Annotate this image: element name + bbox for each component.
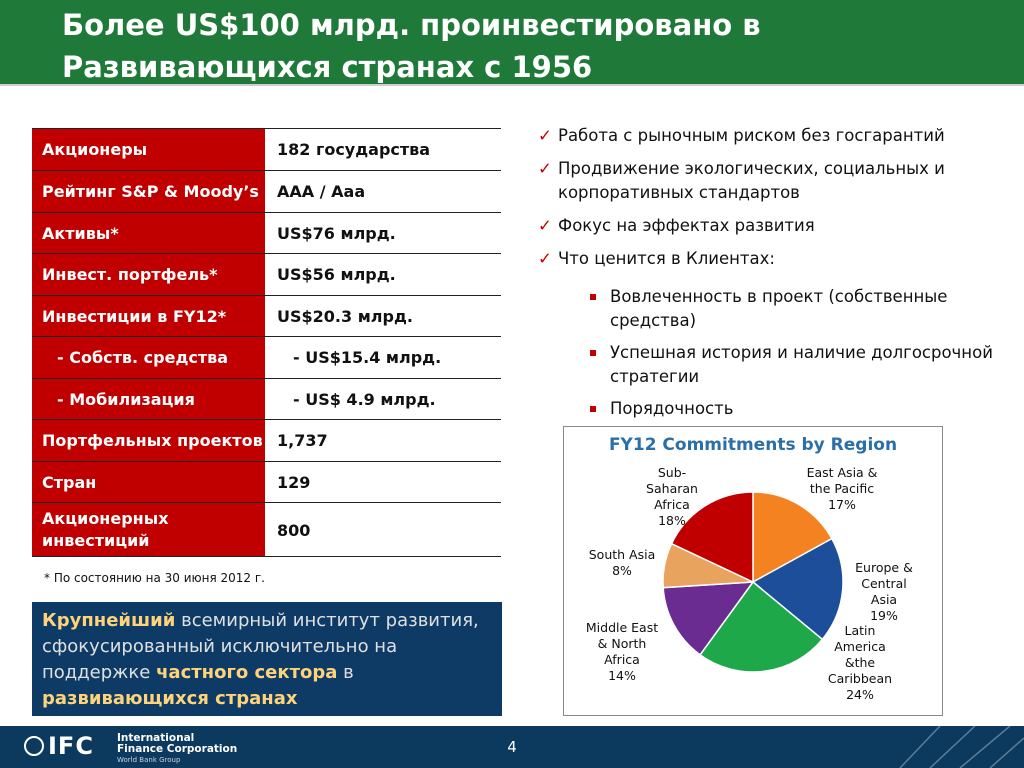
table-row bbox=[32, 170, 501, 212]
square-bullet-icon bbox=[590, 294, 596, 300]
row-label: - Мобилизация bbox=[32, 379, 265, 420]
org-name-line-2: Finance Corporation bbox=[117, 743, 238, 755]
table-row bbox=[32, 336, 501, 378]
table-row bbox=[32, 128, 501, 170]
pie-label-middle-east-north-africa: Middle East & North Africa 14% bbox=[585, 620, 659, 683]
list-item bbox=[538, 214, 1008, 238]
highlight-text-strong-3: развивающихся странах bbox=[42, 688, 298, 709]
sub-list-item bbox=[538, 341, 1008, 389]
highlight-box bbox=[32, 602, 502, 716]
list-item bbox=[538, 247, 1008, 271]
bullet-text: Фокус на эффектах развития bbox=[558, 216, 815, 235]
row-value: 182 государства bbox=[277, 140, 431, 159]
bullet-list bbox=[538, 124, 1008, 429]
square-bullet-icon bbox=[590, 406, 596, 412]
check-icon: ✓ bbox=[538, 159, 552, 178]
title-line-1: Более US$100 млрд. проинвестировано в bbox=[62, 8, 761, 42]
row-value: - US$ 4.9 млрд. bbox=[293, 390, 436, 409]
sub-bullet-text: Порядочность bbox=[610, 399, 734, 418]
check-icon: ✓ bbox=[538, 126, 552, 145]
sub-bullet-text: Успешная история и наличие долгосрочной стратегии bbox=[610, 343, 993, 386]
pie-label-sub-saharan-africa: Sub- Saharan Africa 18% bbox=[646, 465, 698, 528]
check-icon: ✓ bbox=[538, 249, 552, 268]
org-subtitle: World Bank Group bbox=[117, 756, 181, 764]
sub-bullet-text: Вовлеченность в проект (собственные средства) bbox=[610, 287, 948, 330]
table-row bbox=[32, 378, 501, 420]
list-item bbox=[538, 124, 1008, 148]
row-value: 1,737 bbox=[277, 431, 328, 450]
page-title bbox=[62, 4, 1002, 88]
chart-title: FY12 Commitments by Region bbox=[608, 435, 898, 455]
row-value: 800 bbox=[277, 520, 311, 540]
page-number: 4 bbox=[507, 738, 517, 756]
highlight-text-strong-1: Крупнейший bbox=[42, 610, 176, 631]
bullet-text: Продвижение экологических, социальных и корпоративных стандартов bbox=[558, 159, 945, 202]
row-label: Портфельных проектов bbox=[32, 420, 265, 461]
sub-list-item bbox=[538, 285, 1008, 333]
org-name bbox=[117, 733, 237, 755]
row-label: Стран bbox=[32, 462, 265, 503]
bullet-text: Работа с рыночным риском без госгарантий bbox=[558, 126, 945, 145]
sub-list-item bbox=[538, 397, 1008, 421]
pie-label-south-asia: South Asia 8% bbox=[588, 547, 656, 578]
decorative-swoosh bbox=[880, 726, 1024, 768]
table-footnote: * По состоянию на 30 июня 2012 г. bbox=[44, 571, 265, 585]
row-label: Рейтинг S&P & Moody’s bbox=[32, 171, 265, 212]
row-label: Акционерных инвестиций bbox=[32, 503, 265, 557]
row-value: AAA / Aaa bbox=[277, 182, 366, 201]
table-row bbox=[32, 502, 501, 557]
row-label: - Собств. средства bbox=[32, 337, 265, 378]
check-icon: ✓ bbox=[538, 216, 552, 235]
row-label: Акционеры bbox=[32, 129, 265, 170]
chart-panel bbox=[563, 426, 943, 716]
org-name-line-1: International bbox=[117, 732, 195, 744]
highlight-text-1: всемирный институт развития, сфокусированный исключительно на поддержке bbox=[42, 610, 479, 683]
table-row bbox=[32, 295, 501, 337]
table-row bbox=[32, 253, 501, 295]
square-bullet-icon bbox=[590, 350, 596, 356]
table-row bbox=[32, 212, 501, 254]
ifc-logo: IFC bbox=[48, 732, 94, 760]
table-bottom-border bbox=[32, 556, 501, 557]
list-item bbox=[538, 157, 1008, 205]
table-row bbox=[32, 419, 501, 461]
row-value: US$56 млрд. bbox=[277, 265, 396, 284]
globe-icon bbox=[24, 736, 44, 756]
row-value: US$20.3 млрд. bbox=[277, 307, 413, 326]
highlight-text-strong-2: частного сектора bbox=[156, 662, 338, 683]
row-label: Инвест. портфель* bbox=[32, 254, 265, 295]
table-row bbox=[32, 461, 501, 503]
bullet-text: Что ценится в Клиентах: bbox=[558, 249, 775, 268]
pie-label-latin-america-caribbean: Latin America &the Caribbean 24% bbox=[827, 623, 893, 702]
row-value: 129 bbox=[277, 473, 311, 492]
row-label: Инвестиции в FY12* bbox=[32, 296, 265, 337]
pie-label-east-asia-pacific: East Asia & the Pacific 17% bbox=[806, 465, 878, 512]
highlight-text-2: в bbox=[337, 662, 354, 683]
row-label: Активы* bbox=[32, 213, 265, 254]
row-value: - US$15.4 млрд. bbox=[293, 348, 442, 367]
title-line-2: Развивающихся странах с 1956 bbox=[62, 50, 593, 84]
row-value: US$76 млрд. bbox=[277, 224, 396, 243]
pie-label-europe-central-asia: Europe & Central Asia 19% bbox=[855, 560, 913, 623]
